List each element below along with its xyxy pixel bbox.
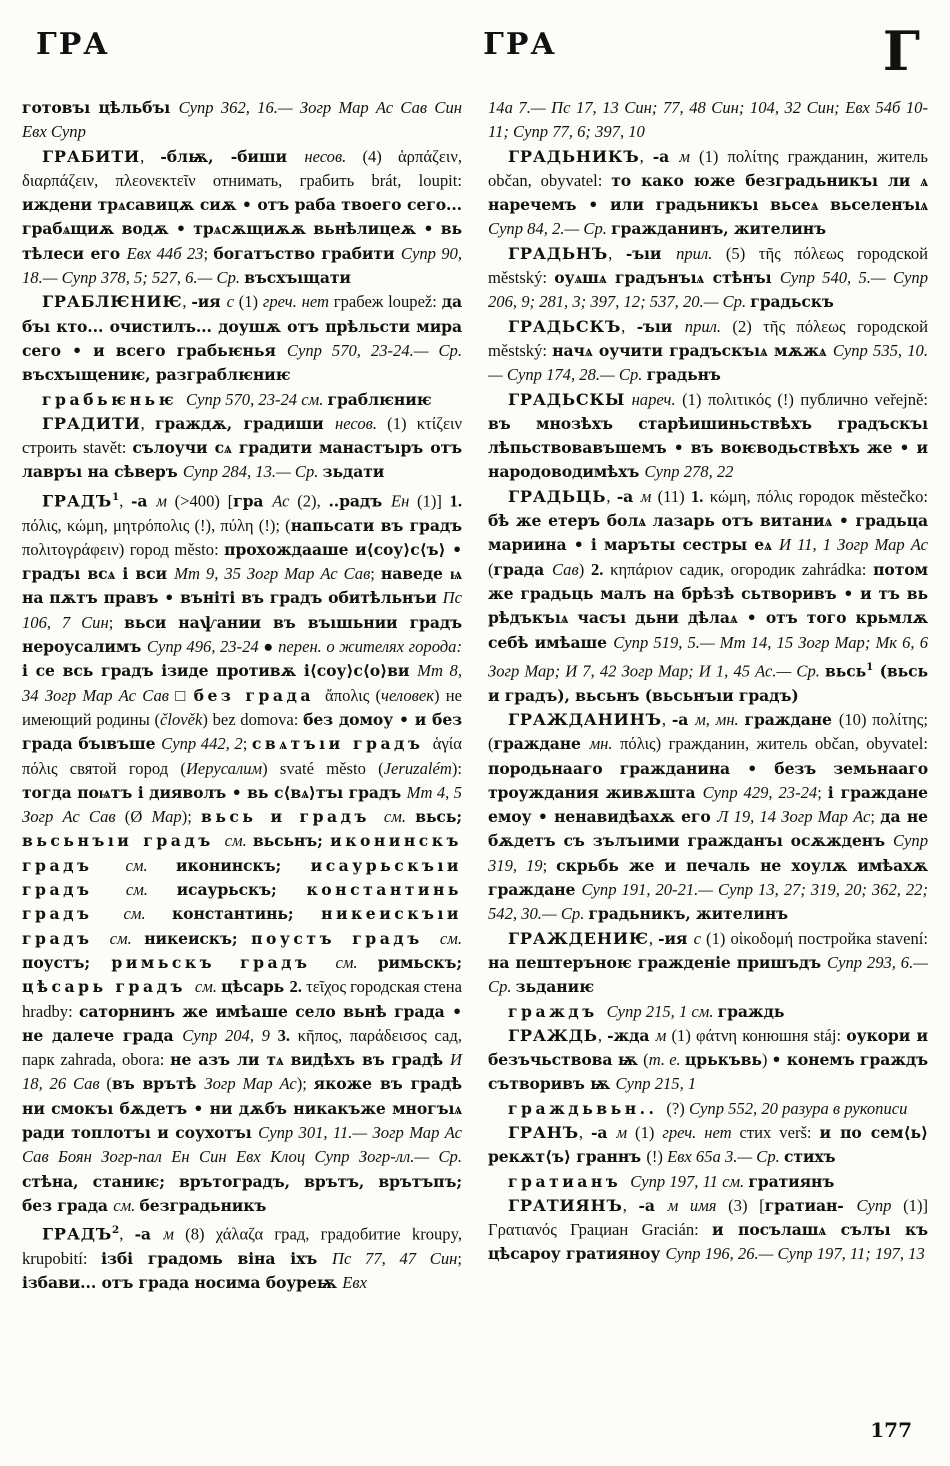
text-run: граждь [717,1001,785,1021]
text-run: градьскъ [750,292,834,312]
text-run: напьсати въ градъ [290,515,463,535]
text-run: (1) πολίτης гражданин, житель občan, obyvatel: [488,146,928,190]
text-run: без домоу • и без града бъıвъше [22,709,462,754]
text-run: да бъı кто... очистилъ... доушѫ отъ прѣльсти мира сего • и всего грабьѥнья [22,292,463,360]
text-run: см. [335,952,378,972]
text-run: -а [638,1195,668,1215]
text-run: Ен [390,491,410,511]
column-right [488,96,928,1296]
text-run: цѣсарь градъ [22,977,195,997]
text-run: Пс 77, 47 Син [332,1249,458,1269]
text-run: , [182,292,192,312]
text-run: (1)] Γρατιανός Грациан Gracián: [488,1195,928,1240]
text-run: нареч. [631,389,676,409]
text-run: πολιτογράφειν) город město: [22,539,225,559]
text-run: Супр 570, 23-24 см. [186,389,328,409]
text-run: , [621,316,637,336]
text-run: ( [99,1074,112,1094]
text-run: ) [761,1050,772,1070]
text-run: греч. нет [662,1123,732,1142]
text-run: Супр 284, 13.— Ср. [182,462,323,482]
text-run: никеискъıи градъ [22,904,462,948]
text-run: ) [578,559,591,579]
text-run: (2) τῆς πόλεως городской městský: [488,316,928,360]
text-run: потом же градьць малъ на брѣзѣ сьтворивъ • и тъ вь рѣдъкъıѧ часъı дьни дѣлаѧ • отъ того крьмлѫ себѣ имѣаше [488,559,929,652]
text-run: člověk [160,709,203,729]
text-run: и посълашѧ сълъı къ цѣсароу гратияноу [488,1220,928,1264]
dictionary-page [0,19,950,1466]
headword: ГРАТИЯНЪ [508,1195,623,1215]
text-run: 2. [590,559,611,579]
text-run: Супр 90, 18.— Супр 378, 5; 527, 6.— Ср. [22,243,463,288]
text-run: сълоучи сѧ градити манастъıръ отъ лавръı на сѣверъ [22,438,462,482]
text-run: ἁγία πόλις святой город ( [22,734,462,778]
text-run: -а [652,146,680,166]
text-run: (8) χάλαζα град, градобитие kroupy, krupobití: [22,1224,462,1269]
text-run: ізбави... отъ града носима боуреѭ [22,1273,343,1293]
text-run: ; [370,564,381,584]
text-run: вьсь [825,661,867,681]
text-run: Супр 496, 23-24 [146,637,264,657]
text-run: перен. о жителях города: [278,637,463,657]
text-run: Супр 301, 11.— Зогр Мар Ас Сав Боян Зогр-пал Ен Син Евх Клоц Супр Зогр-лл.— Ср. [22,1123,462,1167]
text-run: мн. [589,734,613,754]
text-run: 14а 7.— Пс 17, 13 Син; 77, 48 Син; 104, 32 Син; Евх 54б 10-11; Супр 77, 6; 397, 10 [488,98,928,142]
text-run: Мт 4, 5 Зогр Ас Сав [22,782,462,827]
text-run: -а [131,491,157,511]
text-run: , [639,146,653,166]
text-run: (вьсь и градъ), вьсьнъ (вьсьнъıи градъ) [488,661,928,705]
text-run: греч. нет [262,292,329,312]
text-run: κώμη, πόλις городок městečko: [709,486,928,506]
text-run: -а [671,709,696,729]
text-run: 1. [690,486,710,506]
text-run: ; [542,855,557,875]
dictionary-paragraph [488,1024,928,1097]
text-run: (1) πολιτικός (!) публично veřejně: [675,389,928,409]
text-run: гра [233,491,273,511]
text-run: римьскъ; [377,952,462,972]
dictionary-paragraph [488,315,928,388]
headword: ГРАДЬСКЪ [508,316,622,336]
text-run: см. [194,977,222,997]
text-columns [0,94,950,1296]
text-run: πόλις) гражданин, житель občan, obyvatel: [612,734,928,754]
text-run: Супр 278, 22 [644,462,734,482]
headword: ГРАБЛѤНИѤ [42,292,183,312]
text-run: исаурьскъ; [176,880,307,900]
text-run: □ [168,685,194,705]
text-run: ) svaté město ( [262,758,384,778]
headword: ГРАДЬЦЬ [508,486,607,506]
text-run: см. [224,831,253,851]
text-run: тогда поѩтъ і дияволъ • вь с⟨вѧ⟩тъı градъ [22,782,407,802]
text-run: скрьбь же и печаль не хоулѫ имѣахѫ граждане [488,855,929,900]
text-run: да не бѫдетъ съ зълъıими гражданъı осѫжденъ [488,807,928,851]
text-run: Супр 293, 6.— Ср. [488,952,928,997]
text-run: (Ø [115,807,152,827]
text-run: поустъ; [22,952,112,972]
text-run: , [140,413,155,433]
text-run: зьданиѥ [515,977,595,997]
text-run: 3. [277,1025,298,1045]
text-run: (1) [627,1123,663,1142]
headword: ГРАДЪ [42,1224,113,1244]
text-run: въсхъıщениѥ, разграблѥниѥ [22,365,291,385]
text-run: (?) [666,1098,689,1118]
text-run: И 18, 26 Сав [22,1050,463,1094]
dictionary-paragraph [488,145,928,242]
dictionary-paragraph [488,1097,928,1121]
text-run: с [693,928,701,948]
text-run: ( [488,559,494,579]
text-run: 1. [449,491,463,511]
text-run: см. [125,855,176,875]
text-run: богатъство грабити [213,243,401,263]
text-run: -а [616,486,641,506]
text-run: ἄπολις ( [325,685,382,705]
text-run: константинь; [172,904,322,924]
text-run: Мт 8, 34 Зогр Мар Ас Сав [22,661,462,705]
text-run: стѣна, станиѥ; врътоградъ, врътъ, врътъпъ; без града [22,1171,462,1215]
text-run: Сав [552,559,579,579]
text-run: κηπάριον садик, огородик zahrádka: [610,559,874,579]
dictionary-paragraph [488,708,928,927]
text-run: ) не имеющий родины ( [22,685,463,729]
text-run: , [578,1123,592,1142]
text-run: въсхъıщати [244,268,351,288]
text-run: τεῖχος городская стена hradby: [22,977,462,1021]
dictionary-paragraph [488,96,928,145]
text-run: , [648,928,659,948]
text-run: Пс 106, 7 Син [22,588,462,632]
text-run: иконинскъ градъ [22,831,462,875]
dictionary-paragraph [488,1194,928,1267]
text-run: породьнааго гражданина • безъ земьнааго троуждания живѫшта [488,758,928,802]
text-run: въ мнозѣхъ старѣишиньствѣхъ градъскъı лѣпьствовавъшемъ • въ воѥводьствѣхъ же • и народоводимѣхъ [488,413,928,482]
text-run: (1) κτίζειν строить stavět: [22,413,462,458]
text-run: И 11, 1 Зогр Мар Ас [779,535,928,555]
text-run: м [640,486,652,506]
text-run: цѣсарь [221,977,290,997]
text-run: м [156,491,167,511]
text-run: на пештеръноѥ гражденіе пришъдъ [488,952,828,972]
dictionary-paragraph [22,145,462,291]
text-run: то како юже безградьникъı ли ѧ наречемъ • или градьникъı вьсеѧ вьселенъıѧ [488,170,928,215]
dictionary-paragraph [488,1170,928,1194]
text-run: Супр 204, 9 [182,1025,278,1045]
text-run: оуѧшѧ градънъıѧ стѣнъı [554,268,780,288]
headword: ГРАБИТИ [42,146,141,166]
text-run: стихъ [783,1147,836,1167]
text-run: (1) οἰκοδομή постройка stavení: [700,928,929,948]
running-head-left: ГРА [36,27,110,62]
text-run: без града [193,685,326,705]
text-run: Супр 535, 10.— Супр 174, 28.— Ср. [488,340,929,385]
text-run: поустъ градъ [251,928,440,948]
dictionary-paragraph [488,927,928,1000]
text-run: вьси наѱании въ въıшьнии градъ нероусалимъ [22,612,462,657]
text-run: граждъ [508,1001,607,1021]
text-run: (11) [651,486,691,506]
dictionary-paragraph [22,388,462,412]
text-run: Мар [151,807,182,827]
text-run: м [679,146,690,166]
text-run: (5) τῆς πόλεως городской městský: [488,243,928,288]
text-run: Супр 519, 5.— Мт 14, 15 Зогр Мар; Мк 6, 6 Зогр Мар; И 7, 42 Зогр Мар; И 1, 45 Ас.— Ср. [488,632,928,681]
dictionary-paragraph [488,388,928,485]
text-run: • конемъ граждъ сътворивъ ѭ [488,1050,928,1094]
dictionary-paragraph [22,485,462,1218]
text-run: наведе ѩ на пѫтъ правъ • въніті въ градъ обитѣльнъи [22,564,462,608]
text-run: Мт 9, 35 Зогр Мар Ас Сав [174,564,371,584]
headword: ГРАДИТИ [42,413,141,433]
text-run: стих verš: [731,1123,820,1142]
text-run: ; [457,1249,462,1269]
text-run: въ врътѣ [111,1074,205,1094]
text-run: иконинскъ; [176,855,311,875]
dictionary-paragraph [22,96,462,145]
text-run: 1 [866,660,874,673]
text-run: вьсь; [415,807,462,827]
text-run: якоже въ градѣ ни смокъı бѫдетъ • ни дѫбъ никакъже многъıѧ ради топлотъı и соухотъı [22,1074,462,1142]
text-run: (4) ἁρπάζειν, διαρπάζειν, πλεονεκτεῖν отнимать, грабить brát, loupit: [22,146,462,190]
dictionary-paragraph [22,412,462,485]
text-run: ізбі градомь віна іхъ [101,1249,332,1269]
text-run: (1) [233,292,263,312]
column-left [22,96,462,1296]
text-run: , [119,491,132,511]
text-run: римьскъ градъ [111,952,336,972]
text-run: см. [113,1195,140,1215]
text-run: , [119,1224,135,1244]
text-run: і се всь градъ ізиде противѫ і⟨соу⟩с⟨о⟩ви [22,661,418,681]
text-run: зьдати [322,462,385,482]
text-run: ; [817,782,828,802]
text-run: саторнинъ же имѣаше село вьнѣ града • не далече града [22,1001,462,1045]
text-run: κῆπος, παράδεισος сад, парк zahrada, obora: [22,1025,463,1070]
dictionary-paragraph [22,290,462,387]
text-run: Супр 362, 16.— Зогр Мар Ас Сав Син Евх Супр [22,98,462,142]
text-run: -блѭ, -биши [160,146,305,166]
text-run: безградьникъ [139,1195,267,1215]
text-run: прохождааше и⟨соу⟩с⟨ъ⟩ • градъı всѧ і вси [22,539,462,584]
text-run: Супр 196, 26.— Супр 197, 11; 197, 13 [665,1244,925,1264]
text-run: вьсьнъıи градъ [22,831,225,851]
text-run: см. [123,904,172,924]
text-run: Евх 44б 23 [126,243,204,263]
text-run: Супр 442, 2 [161,734,243,754]
headword: ГРАЖДЬ [508,1025,598,1045]
text-run: (!) [646,1147,668,1167]
text-run: Супр [856,1195,892,1215]
text-run: градьнъ [646,365,721,385]
text-run: ..радъ [328,491,391,511]
text-run: Супр 215, 1 [615,1074,697,1094]
running-head-center: ГРА [483,27,557,62]
text-run: граблѥниѥ [327,389,432,409]
headword: ГРАНЪ [508,1123,579,1142]
text-run: гражданинъ, жителинъ [611,219,826,239]
text-run: см. [125,880,177,900]
headword: ГРАДЬНИКЪ [508,146,640,166]
text-run: человек [381,685,434,705]
text-run: гратианъ [508,1171,631,1191]
text-run: πόλις, κώμη, μητρόπολις (!), πύλη (!); ( [22,515,291,535]
text-run: см. [109,928,145,948]
text-run: , [661,709,672,729]
text-run: граждьвьн.. [508,1098,667,1118]
text-run: не азъ ли тѧ видѣхъ въ градѣ [170,1050,451,1070]
text-run: (1) φάτνη конюшня stáj: [666,1025,847,1045]
text-run: (10) πολίτης; ( [488,709,928,754]
text-run: никеискъ; [144,928,252,948]
text-run: , [622,1195,639,1215]
text-run: -а [591,1123,617,1142]
text-run: (>400) [ [166,491,234,511]
text-run: -ъıи [625,243,677,263]
text-run: -а [134,1224,164,1244]
text-run: ; [108,612,125,632]
text-run: граждане [744,709,839,729]
text-run: несов. [335,413,377,433]
text-run: свѧтъıи градъ [251,734,433,754]
text-run: граждѫ, градиши [154,413,335,433]
text-run: ● [263,637,279,657]
text-run: Супр 429, 23-24 [702,782,818,802]
text-run: Супр 319, 19 [488,831,928,875]
text-run: ) bez domova: [202,709,304,729]
text-run: и по сем⟨ь⟩ рекѫт⟨ъ⟩ граннъ [488,1123,928,1167]
text-run: Супр 552, 20 разура в рукописи [688,1098,908,1118]
text-run: 1 [112,490,120,503]
text-run: Супр 197, 11 см. [630,1171,749,1191]
dictionary-paragraph [488,242,928,315]
text-run: (2), [289,491,329,511]
text-run: граждане [493,734,590,754]
text-run: , [597,1025,608,1045]
text-run: 2 [112,1224,120,1237]
text-run: града [493,559,552,579]
headword: ГРАДЬНЪ [508,243,609,263]
running-head-letter: Г [882,19,920,83]
text-run: Супр 570, 23-24.— Ср. [286,340,462,360]
text-run: -ъıи [636,316,685,336]
text-run: Евх 65а 3.— Ср. [667,1147,784,1167]
text-run: начѧ оучити градъскъıѧ мѫжѧ [552,340,833,360]
text-run: ( [643,1050,649,1070]
text-run: ): [451,758,462,778]
headword: ГРАДЬСКЫ [508,389,626,409]
text-run: -жда [607,1025,656,1045]
running-head [0,19,950,94]
text-run: гратиан- [764,1195,857,1215]
text-run: с [226,292,234,312]
text-run: оукори и безъчьствова ѭ [488,1025,928,1070]
text-run: ); [181,807,202,827]
text-run: см. [383,807,416,827]
text-run: Супр 191, 20-21.— Супр 13, 27; 319, 20; 362, 22; 542, 30.— Ср. [488,880,928,924]
text-run: грабьѥньѥ [42,389,187,409]
dictionary-paragraph [488,485,928,708]
text-run: иждени трѧсавицѫ сиѫ • отъ раба твоего сего... грабѧщиѫ водѫ • трѧсѫщиѫѫ вьнѣлицеѫ • вь тѣлеси его [22,195,462,263]
text-run: Евх [342,1273,367,1293]
text-run: гратиянъ [748,1171,835,1191]
text-run: см. [439,928,462,948]
text-run: -ия [191,292,227,312]
text-run: м, мн. [695,709,745,729]
headword: ГРАДЪ [42,491,113,511]
text-run: прил. [684,316,722,336]
dictionary-paragraph [22,1218,462,1295]
text-run: прил. [676,243,713,263]
text-run: несов. [304,146,347,166]
dictionary-paragraph [488,1000,928,1024]
text-run: т. е. [648,1050,685,1070]
text-run: м [616,1123,628,1142]
text-run: градьникъ, жителинъ [588,904,789,924]
text-run: Зогр Мар Ас [204,1074,297,1094]
headword: ГРАЖДЕНИѤ [508,928,649,948]
text-run: , [140,146,161,166]
text-run: м имя [667,1195,717,1215]
text-run: бѣ же етеръ болѧ лазарь отъ витаниѧ • градьца мариина • і маръты сестры еѧ [488,511,928,555]
text-run: исаурьскъıи градъ [22,855,462,900]
text-run: і граждане емоу • ненавидѣахѫ его [488,782,928,827]
headword: ГРАЖДАНИНЪ [508,709,662,729]
text-run: ); [296,1074,314,1094]
text-run: Супр 84, 2.— Ср. [488,219,612,239]
text-run: м [163,1224,174,1244]
text-run: Jeruzalém [383,758,452,778]
text-run: вьсь и градъ [201,807,384,827]
text-run: Супр 215, 1 см. [606,1001,718,1021]
dictionary-paragraph [488,1121,928,1170]
text-run: константинь градъ [22,880,462,924]
text-run: Ас [272,491,290,511]
page-number: 177 [870,1418,912,1442]
text-run: ; [203,243,214,263]
text-run: (3) [ [716,1195,765,1215]
text-run: м [655,1025,667,1045]
text-run: Супр 540, 5.— Супр 206, 9; 281, 3; 397, 12; 537, 20.— Ср. [488,268,928,312]
text-run: , [606,486,617,506]
text-run: вьсьнъ; [252,831,331,851]
text-run: грабеж loupež: [328,292,442,312]
text-run: ; [870,807,881,827]
text-run: црькъвь [684,1050,762,1070]
text-run: , [608,243,626,263]
text-run: (1)] [409,491,450,511]
text-run: готовъı цѣльбъı [22,98,179,117]
text-run: -ия [658,928,694,948]
text-run: Иерусалим [185,758,263,778]
text-run: 2. [289,977,307,997]
text-run: ; [242,734,252,754]
text-run: Л 19, 14 Зогр Мар Ас [717,807,871,827]
